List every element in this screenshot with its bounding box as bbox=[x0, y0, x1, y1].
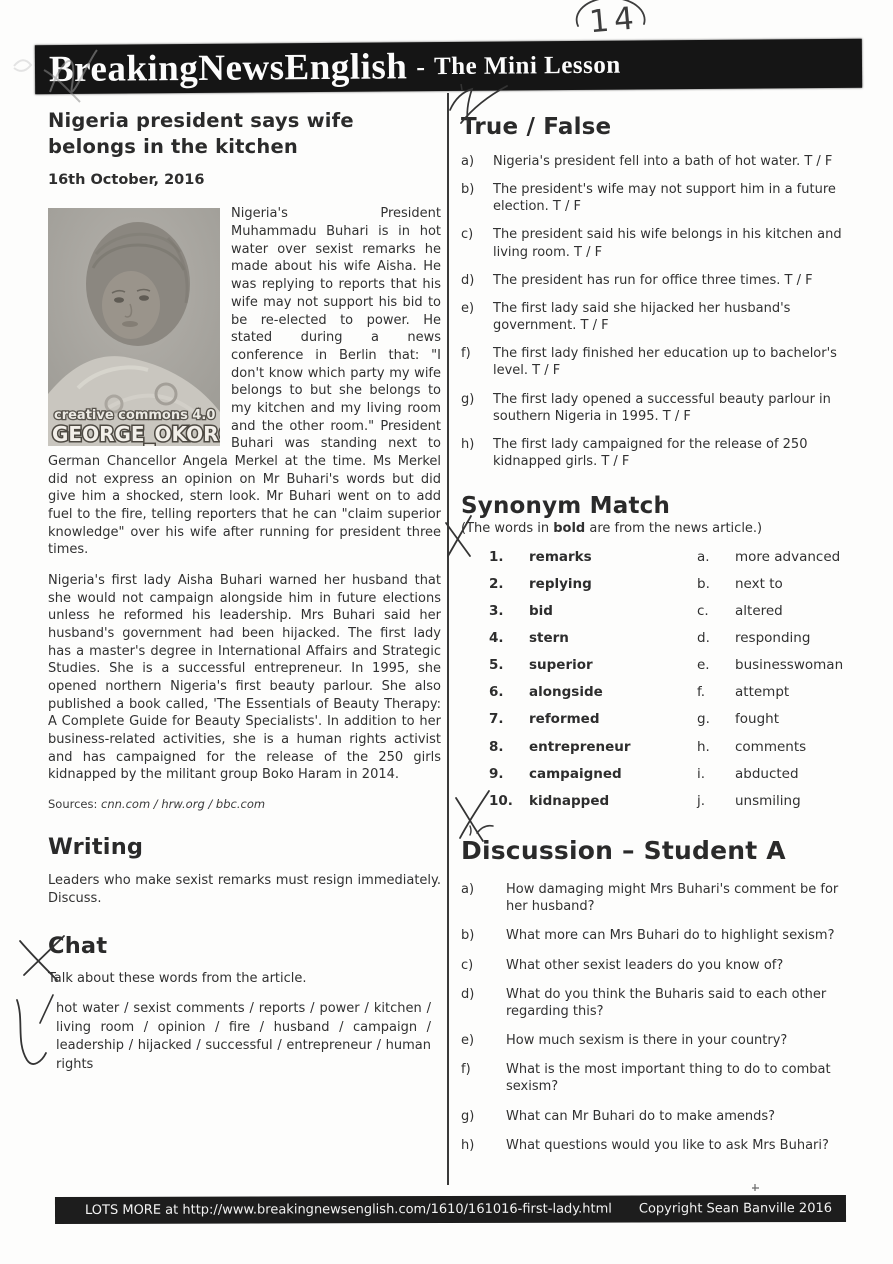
discussion-heading: Discussion – Student A bbox=[461, 836, 786, 866]
synonym-match-row: 10. kidnapped j. unsmiling bbox=[489, 792, 801, 809]
synonym-match-row: 3. bid c. altered bbox=[489, 603, 783, 620]
discussion-item: d) What do you think the Buharis said to each other regarding this? bbox=[461, 986, 827, 1019]
header-bar bbox=[35, 39, 862, 94]
synonym-match-row: 7. reformed g. fought bbox=[489, 711, 779, 728]
synonym-match-row: 1. remarks a. more advanced bbox=[489, 549, 841, 566]
article-title: Nigeria president says wife belongs in the kitchen bbox=[48, 109, 354, 158]
true-false-item: b) The president's wife may not support him in a future election. T / F bbox=[461, 182, 836, 215]
handwritten-page-number bbox=[577, 0, 645, 40]
column-divider bbox=[447, 93, 449, 1185]
article-paragraph-1: Nigeria's President Muhammadu Buhari is in hot water over sexist remarks he made about his wife Aisha. He was replying to reports that his wife may not support his bid to be re-elected to power. He stated during a news conference in Berlin that: "I don't know which party my wife belongs to but she belongs to my kitchen and my living room and the other room." President Buhari was standing next to German Chancellor Angela Merkel at the time. Ms Merkel did not express an opinion on Mr Buhari's words but did give him a shocked, stern look. Mr Buhari went on to add fuel to the fire, telling reporters that he can "claim superior knowledge" over his wife after running for president three times. bbox=[48, 206, 441, 558]
photo-credit-license: creative commons 4.0 bbox=[54, 408, 216, 424]
chat-word-list: hot water / sexist comments / reports / power / kitchen / living room / opinion / fire / husband / campaign / leadership / hijacked / successful / entrepreneur / human rights bbox=[56, 1001, 431, 1072]
handwritten-mark-chat bbox=[17, 1000, 46, 1064]
sources-label: Sources: bbox=[48, 796, 98, 811]
true-false-item: e) The first lady said she hijacked her husband's government. T / F bbox=[461, 300, 791, 334]
discussion-item: g) What can Mr Buhari do to make amends? bbox=[461, 1108, 776, 1124]
synonym-match-row: 5. superior e. businesswoman bbox=[489, 657, 844, 674]
article-date: 16th October, 2016 bbox=[48, 172, 205, 189]
footer-copyright: Copyright Sean Banville 2016 bbox=[638, 1201, 833, 1217]
left-column bbox=[48, 108, 441, 1074]
header-dash: - bbox=[416, 51, 426, 81]
synonym-match-subtitle: (The words in bold are from the news article.) bbox=[461, 521, 763, 537]
article-photo bbox=[48, 208, 220, 446]
synonym-match-row: 8. entrepreneur h. comments bbox=[489, 738, 807, 755]
synonym-match-grid bbox=[489, 549, 860, 810]
handwritten-tick-footer bbox=[752, 1184, 759, 1191]
footer-url-text: LOTS MORE at http://www.breakingnewsenglish.com/1610/161016-first-lady.html bbox=[84, 1201, 612, 1218]
footer-bar bbox=[55, 1195, 846, 1224]
true-false-item: h) The first lady campaigned for the release of 250 kidnapped girls. T / F bbox=[461, 436, 808, 470]
true-false-heading: True / False bbox=[461, 114, 612, 140]
discussion-item: b) What more can Mrs Buhari do to highlight sexism? bbox=[461, 928, 835, 944]
true-false-item: a) Nigeria's president fell into a bath of hot water. T / F bbox=[461, 154, 833, 169]
true-false-item: g) The first lady opened a successful beauty parlour in southern Nigeria in 1995. T / F bbox=[461, 391, 831, 424]
writing-prompt: Leaders who make sexist remarks must resign immediately. Discuss. bbox=[48, 872, 441, 906]
right-column bbox=[461, 100, 860, 1166]
discussion-item: h) What questions would you like to ask Mrs Buhari? bbox=[461, 1137, 829, 1153]
discussion-item: e) How much sexism is there in your country? bbox=[461, 1033, 788, 1049]
synonym-match-row: 6. alongside f. attempt bbox=[489, 684, 790, 701]
synonym-match-row: 9. campaigned i. abducted bbox=[489, 765, 799, 782]
discussion-item: f) What is the most important thing to do to combat sexism? bbox=[461, 1062, 831, 1095]
photo-credit-author: GEORGE_OKORO bbox=[52, 422, 220, 447]
chat-intro: Talk about these words from the article. bbox=[48, 971, 307, 987]
portrait-image bbox=[48, 208, 220, 446]
writing-heading: Writing bbox=[48, 833, 144, 860]
true-false-item: c) The president said his wife belongs in his kitchen and living room. T / F bbox=[461, 227, 842, 260]
svg-text:14: 14 bbox=[587, 0, 641, 41]
discussion-list bbox=[461, 881, 860, 1154]
discussion-item: c) What other sexist leaders do you know of? bbox=[461, 957, 784, 973]
synonym-match-row: 2. replying b. next to bbox=[489, 576, 783, 593]
synonym-match-row: 4. stern d. responding bbox=[489, 630, 811, 647]
brand-title: BreakingNewsEnglish bbox=[48, 46, 408, 91]
sources-list: cnn.com / hrw.org / bbc.com bbox=[101, 796, 266, 811]
true-false-item: d) The president has run for office three times. T / F bbox=[461, 272, 813, 288]
true-false-list bbox=[461, 153, 860, 470]
article-sources bbox=[48, 797, 441, 813]
true-false-item: f) The first lady finished her education up to bachelor's level. T / F bbox=[461, 346, 837, 379]
discussion-item: a) How damaging might Mrs Buhari's comment be for her husband? bbox=[461, 882, 839, 915]
article-body bbox=[48, 205, 441, 812]
chat-heading: Chat bbox=[48, 933, 108, 960]
header-subtitle: The Mini Lesson bbox=[433, 51, 621, 80]
article-paragraph-2: Nigeria's first lady Aisha Buhari warned her husband that she would not campaign alongside him in future elections unless he reformed his leadership. Mrs Buhari said her husband's government had been hijacked. The first lady has a master's degree in International Affairs and Strategic Studies. She is a successful entrepreneur. In 1995, she opened northern Nigeria's first beauty parlour. She also published a book called, 'The Essentials of Beauty Therapy: A Complete Guide for Beauty Specialists'. In addition to her business-related activities, she is a human rights activist and has campaigned for the release of the 250 girls kidnapped by the militant group Boko Haram in 2014. bbox=[48, 572, 441, 783]
synonym-match-heading: Synonym Match bbox=[461, 493, 671, 520]
